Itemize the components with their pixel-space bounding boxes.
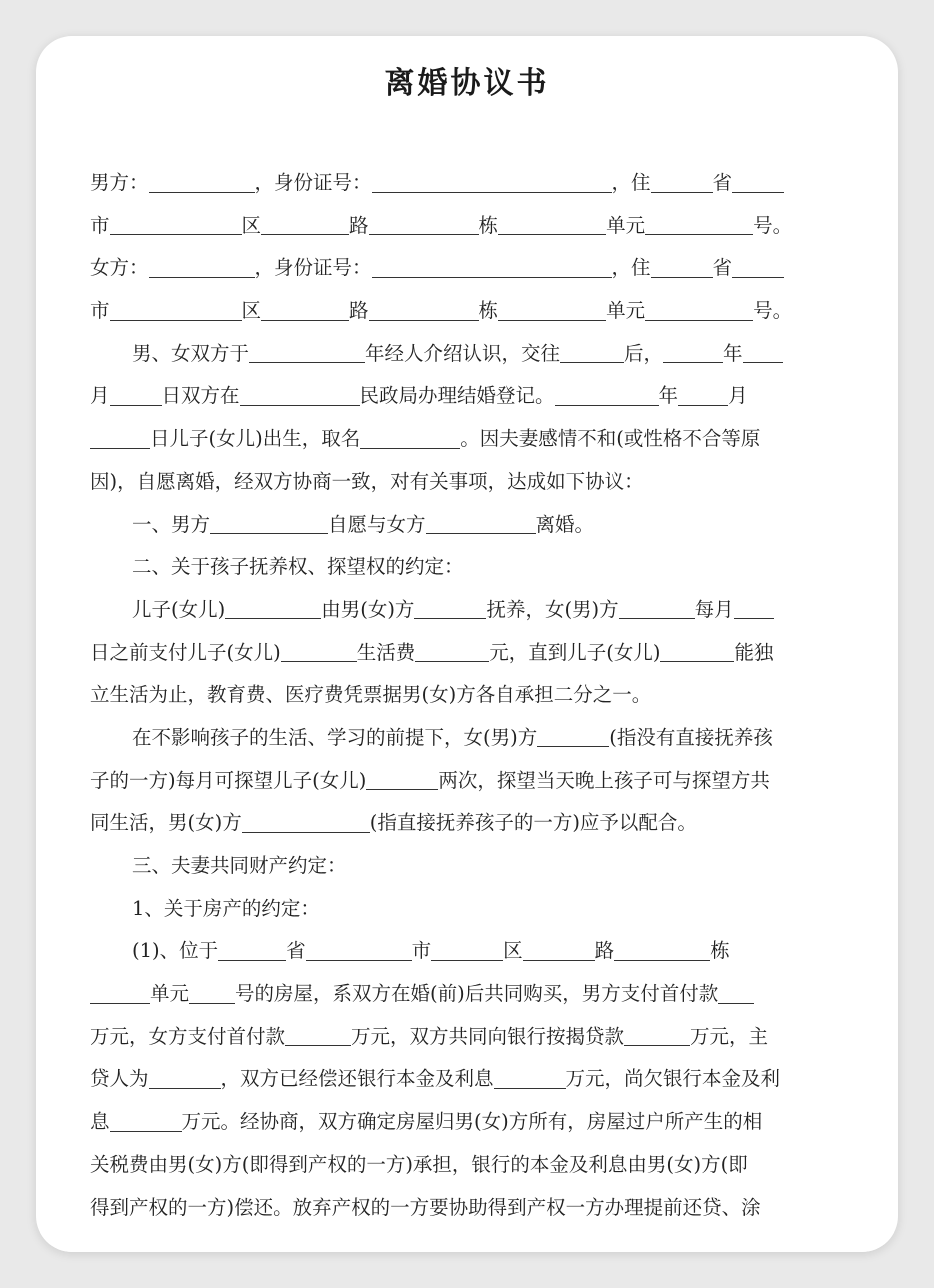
province-label: 省 [712, 256, 733, 280]
text: 在不影响孩子的生活、学习的前提下，女(男)方 [132, 725, 538, 749]
blank-field [415, 642, 489, 663]
city-label: 市 [90, 299, 110, 323]
document-page [36, 36, 898, 1252]
text: 能独 [734, 640, 774, 664]
road-label: 路 [349, 213, 369, 237]
text: 日儿子(女儿)出生，取名 [150, 427, 361, 451]
page-bottom-edge [36, 1232, 898, 1252]
text: 抚养，女(男)方 [486, 597, 619, 621]
blank-field [240, 385, 360, 406]
blank-field [555, 385, 659, 406]
text: 万元，尚欠银行本金及利 [565, 1067, 781, 1091]
blank-field [431, 940, 503, 961]
text: ，双方已经偿还银行本金及利息 [220, 1067, 494, 1091]
blank-field [651, 172, 713, 193]
blank-field [678, 385, 728, 406]
number-label: 号。 [753, 299, 793, 323]
custody-line-3: 立生活为止，教育费、医疗费凭票据男(女)方各自承担二分之一。 [90, 683, 652, 707]
blank-field [366, 770, 438, 791]
blank-field [426, 514, 536, 535]
text: 自愿与女方 [328, 512, 426, 536]
blank-field [149, 257, 255, 278]
text: 由男(女)方 [321, 597, 415, 621]
blank-field [498, 300, 606, 321]
visit-line-2 [90, 760, 844, 803]
house-line-5 [90, 1101, 844, 1144]
text: 年 [658, 384, 679, 408]
blank-field [225, 599, 321, 620]
blank-field [663, 343, 723, 364]
document-title: 离婚协议书 [384, 66, 550, 101]
blank-field [242, 812, 370, 833]
intro-line-1 [90, 333, 844, 376]
district-label: 区 [241, 299, 262, 323]
text: 号的房屋，系双方在婚(前)后共同购买，男方支付首付款 [235, 982, 719, 1006]
house-line-3 [90, 1016, 844, 1059]
blank-field [218, 940, 286, 961]
blank-field [189, 983, 235, 1004]
unit-label: 单元 [606, 213, 646, 237]
text: 区 [503, 939, 523, 963]
blank-field [369, 215, 479, 236]
blank-field [743, 343, 783, 364]
district-label: 区 [241, 213, 262, 237]
intro-line-3 [90, 418, 844, 461]
blank-field [110, 1111, 182, 1132]
text: 月 [90, 384, 110, 408]
blank-field [732, 257, 784, 278]
blank-field [360, 428, 460, 449]
text: (指直接抚养孩子的一方)应予以配合。 [369, 811, 697, 835]
blank-field [660, 642, 734, 663]
blank-field [732, 172, 784, 193]
text: 儿子(女儿) [132, 597, 226, 621]
text: 栋 [710, 939, 730, 963]
female-label: 女方： [90, 256, 149, 280]
clause-1-line [90, 504, 844, 547]
blank-field [210, 514, 328, 535]
id-label: ，身份证号： [254, 171, 372, 194]
building-label: 栋 [478, 299, 499, 323]
text: 生活费 [356, 640, 416, 664]
house-line-6: 关税费由男(女)方(即得到产权的一方)承担，银行的本金及利息由男(女)方(即 [90, 1152, 748, 1176]
blank-field [369, 300, 479, 321]
blank-field [372, 257, 612, 278]
blank-field [645, 300, 753, 321]
blank-field [110, 300, 242, 321]
road-label: 路 [349, 299, 369, 323]
house-line-2 [90, 973, 844, 1016]
city-label: 市 [90, 213, 110, 237]
text: 一、男方 [132, 512, 211, 536]
text: 市 [411, 939, 432, 963]
text: 元，直到儿子(女儿) [489, 640, 661, 664]
blank-field [306, 940, 412, 961]
text: 月 [728, 384, 748, 408]
text: 男、女双方于 [132, 341, 250, 365]
house-line-4 [90, 1058, 844, 1101]
text: 日双方在 [161, 384, 240, 408]
unit-label: 单元 [606, 299, 646, 323]
blank-field [734, 599, 774, 620]
visit-line-3 [90, 802, 844, 845]
female-address-line [90, 290, 844, 333]
blank-field [249, 343, 365, 364]
text: 万元，主 [690, 1024, 769, 1048]
text: 万元。经协商，双方确定房屋归男(女)方所有，房屋过户所产生的相 [181, 1110, 763, 1134]
blank-field [718, 983, 754, 1004]
text: 年 [723, 341, 743, 365]
text: 。因夫妻感情不和(或性格不合等原 [460, 427, 761, 451]
blank-field [537, 727, 609, 748]
blank-field [281, 642, 357, 663]
text: (指没有直接抚养孩 [609, 725, 773, 749]
blank-field [619, 599, 695, 620]
text: 单元 [150, 982, 190, 1006]
blank-field [372, 172, 612, 193]
house-line-7: 得到产权的一方)偿还。放弃产权的一方要协助得到产权一方办理提前还贷、涂 [90, 1195, 761, 1219]
blank-field [414, 599, 486, 620]
blank-field [614, 940, 710, 961]
blank-field [560, 343, 624, 364]
text: 离婚。 [535, 512, 595, 536]
male-label: 男方： [90, 171, 149, 194]
residence-label: ，住 [611, 171, 651, 194]
text: (1)、位于 [132, 939, 219, 963]
text: 每月 [694, 597, 734, 621]
property-subheading: 1、关于房产的约定： [132, 896, 320, 920]
blank-field [494, 1068, 566, 1089]
blank-field [261, 215, 349, 236]
number-label: 号。 [753, 213, 793, 237]
text: 日之前支付儿子(女儿) [90, 640, 281, 664]
male-info-line [90, 162, 844, 205]
id-label: ，身份证号： [254, 256, 372, 280]
blank-field [110, 215, 242, 236]
text: 贷人为 [90, 1067, 149, 1091]
visit-line-1 [90, 717, 844, 760]
text: 万元，双方共同向银行按揭贷款 [351, 1024, 625, 1048]
text: 子的一方)每月可探望儿子(女儿) [90, 768, 367, 792]
text: 路 [594, 939, 615, 963]
house-line-1 [90, 930, 844, 973]
blank-field [90, 983, 150, 1004]
female-info-line [90, 247, 844, 290]
blank-field [285, 1026, 351, 1047]
blank-field [261, 300, 349, 321]
blank-field [651, 257, 713, 278]
blank-field [149, 1068, 221, 1089]
blank-field [523, 940, 595, 961]
intro-line-2 [90, 375, 844, 418]
male-address-line [90, 205, 844, 248]
custody-line-2 [90, 632, 844, 675]
blank-field [498, 215, 606, 236]
province-label: 省 [712, 171, 733, 194]
text: 万元，女方支付首付款 [90, 1024, 286, 1048]
text: 息 [90, 1110, 110, 1134]
blank-field [624, 1026, 690, 1047]
clause-3-heading: 三、夫妻共同财产约定： [132, 854, 347, 877]
blank-field [149, 172, 255, 193]
blank-field [90, 428, 150, 449]
intro-line-4: 因)，自愿离婚，经双方协商一致，对有关事项，达成如下协议： [90, 469, 644, 493]
clause-2-heading: 二、关于孩子抚养权、探望权的约定： [132, 555, 464, 579]
text: 后， [624, 341, 664, 365]
text: 民政局办理结婚登记。 [359, 384, 555, 408]
text: 年经人介绍认识，交往 [365, 341, 561, 365]
building-label: 栋 [478, 213, 499, 237]
text: 省 [286, 939, 306, 963]
custody-line-1 [90, 589, 844, 632]
residence-label: ，住 [611, 256, 651, 280]
blank-field [645, 215, 753, 236]
text: 同生活，男(女)方 [90, 811, 242, 835]
document-body [90, 162, 844, 1252]
text: 两次，探望当天晚上孩子可与探望方共 [438, 768, 770, 792]
blank-field [110, 385, 162, 406]
